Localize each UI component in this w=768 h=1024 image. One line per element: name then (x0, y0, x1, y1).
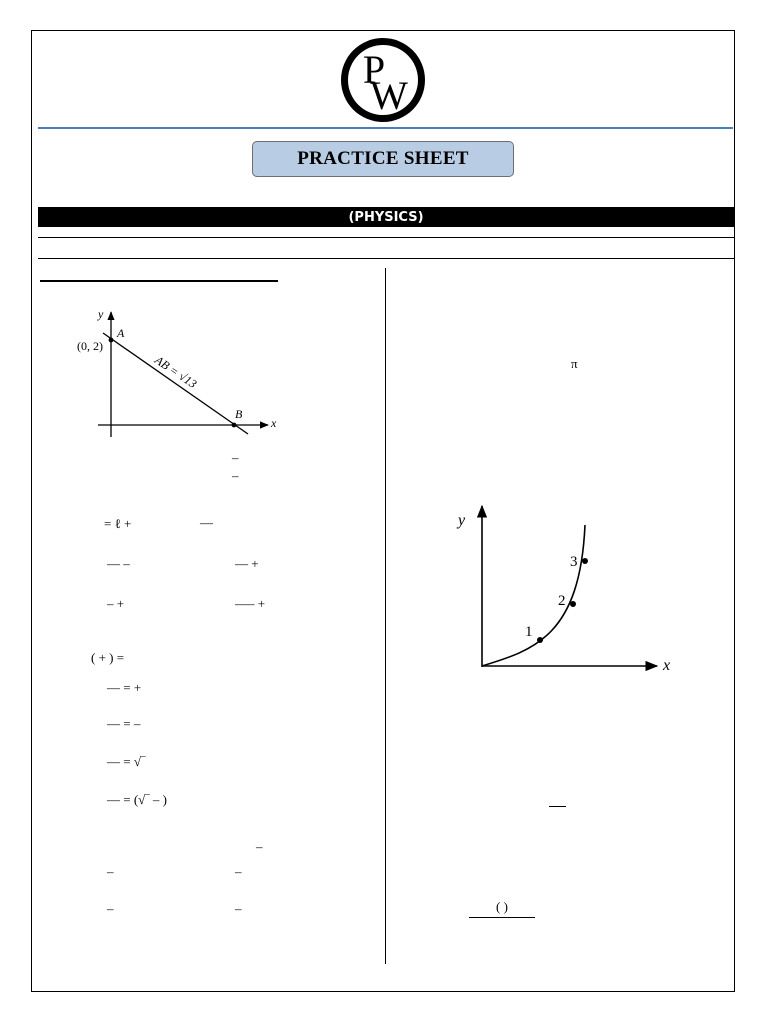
fragment: — = (√‾ – ) (107, 792, 167, 807)
fragment: –— + (235, 596, 266, 611)
subject-banner: (PHYSICS) (38, 207, 734, 227)
point-label-1: 1 (525, 624, 533, 640)
fragment: – (232, 468, 239, 483)
graph-x-label: x (663, 657, 671, 674)
fraction-bar (469, 917, 535, 918)
logo-letter-w: W (370, 73, 408, 118)
rule-2 (38, 258, 734, 259)
point-b-label: B (235, 407, 243, 421)
fragment: — + (235, 556, 259, 571)
fraction-bar (549, 806, 566, 807)
fragment: – (107, 864, 114, 879)
point-label-2: 2 (558, 593, 566, 609)
fragment: — = + (107, 680, 142, 695)
fragment: ( ) (496, 899, 508, 914)
fragment: – (235, 864, 242, 879)
fragment: — – (107, 556, 130, 571)
point-label-3: 3 (570, 554, 578, 570)
y-axis-label: y (98, 307, 104, 321)
point-a-coords: (0, 2) (77, 339, 103, 353)
pw-logo (340, 37, 426, 123)
header-divider (38, 127, 733, 129)
fragment: = ℓ + (104, 516, 132, 531)
x-axis-label: x (271, 416, 277, 430)
point-a-label: A (117, 326, 125, 340)
rule-1 (38, 237, 734, 238)
line-ab-label: AB = √13 (152, 352, 200, 391)
fragment: ( + ) = (91, 650, 125, 665)
fragment: — = – (107, 716, 141, 731)
fragment: – (235, 901, 242, 916)
fragment: — = √‾ (107, 754, 146, 769)
graph-y-label: y (458, 512, 466, 529)
fragment: – (232, 450, 239, 465)
line-ab-figure (70, 300, 300, 445)
fragment: – (107, 901, 114, 916)
pi-symbol: π (571, 356, 578, 371)
fragment: – + (107, 596, 125, 611)
logo-letter-p: P (362, 47, 386, 92)
fragment: – (256, 839, 263, 854)
curve-graph (455, 500, 685, 680)
section-heading-rule (40, 280, 278, 282)
fragment: — (200, 515, 211, 530)
sheet-title: PRACTICE SHEET (252, 141, 514, 177)
column-divider (385, 268, 386, 964)
